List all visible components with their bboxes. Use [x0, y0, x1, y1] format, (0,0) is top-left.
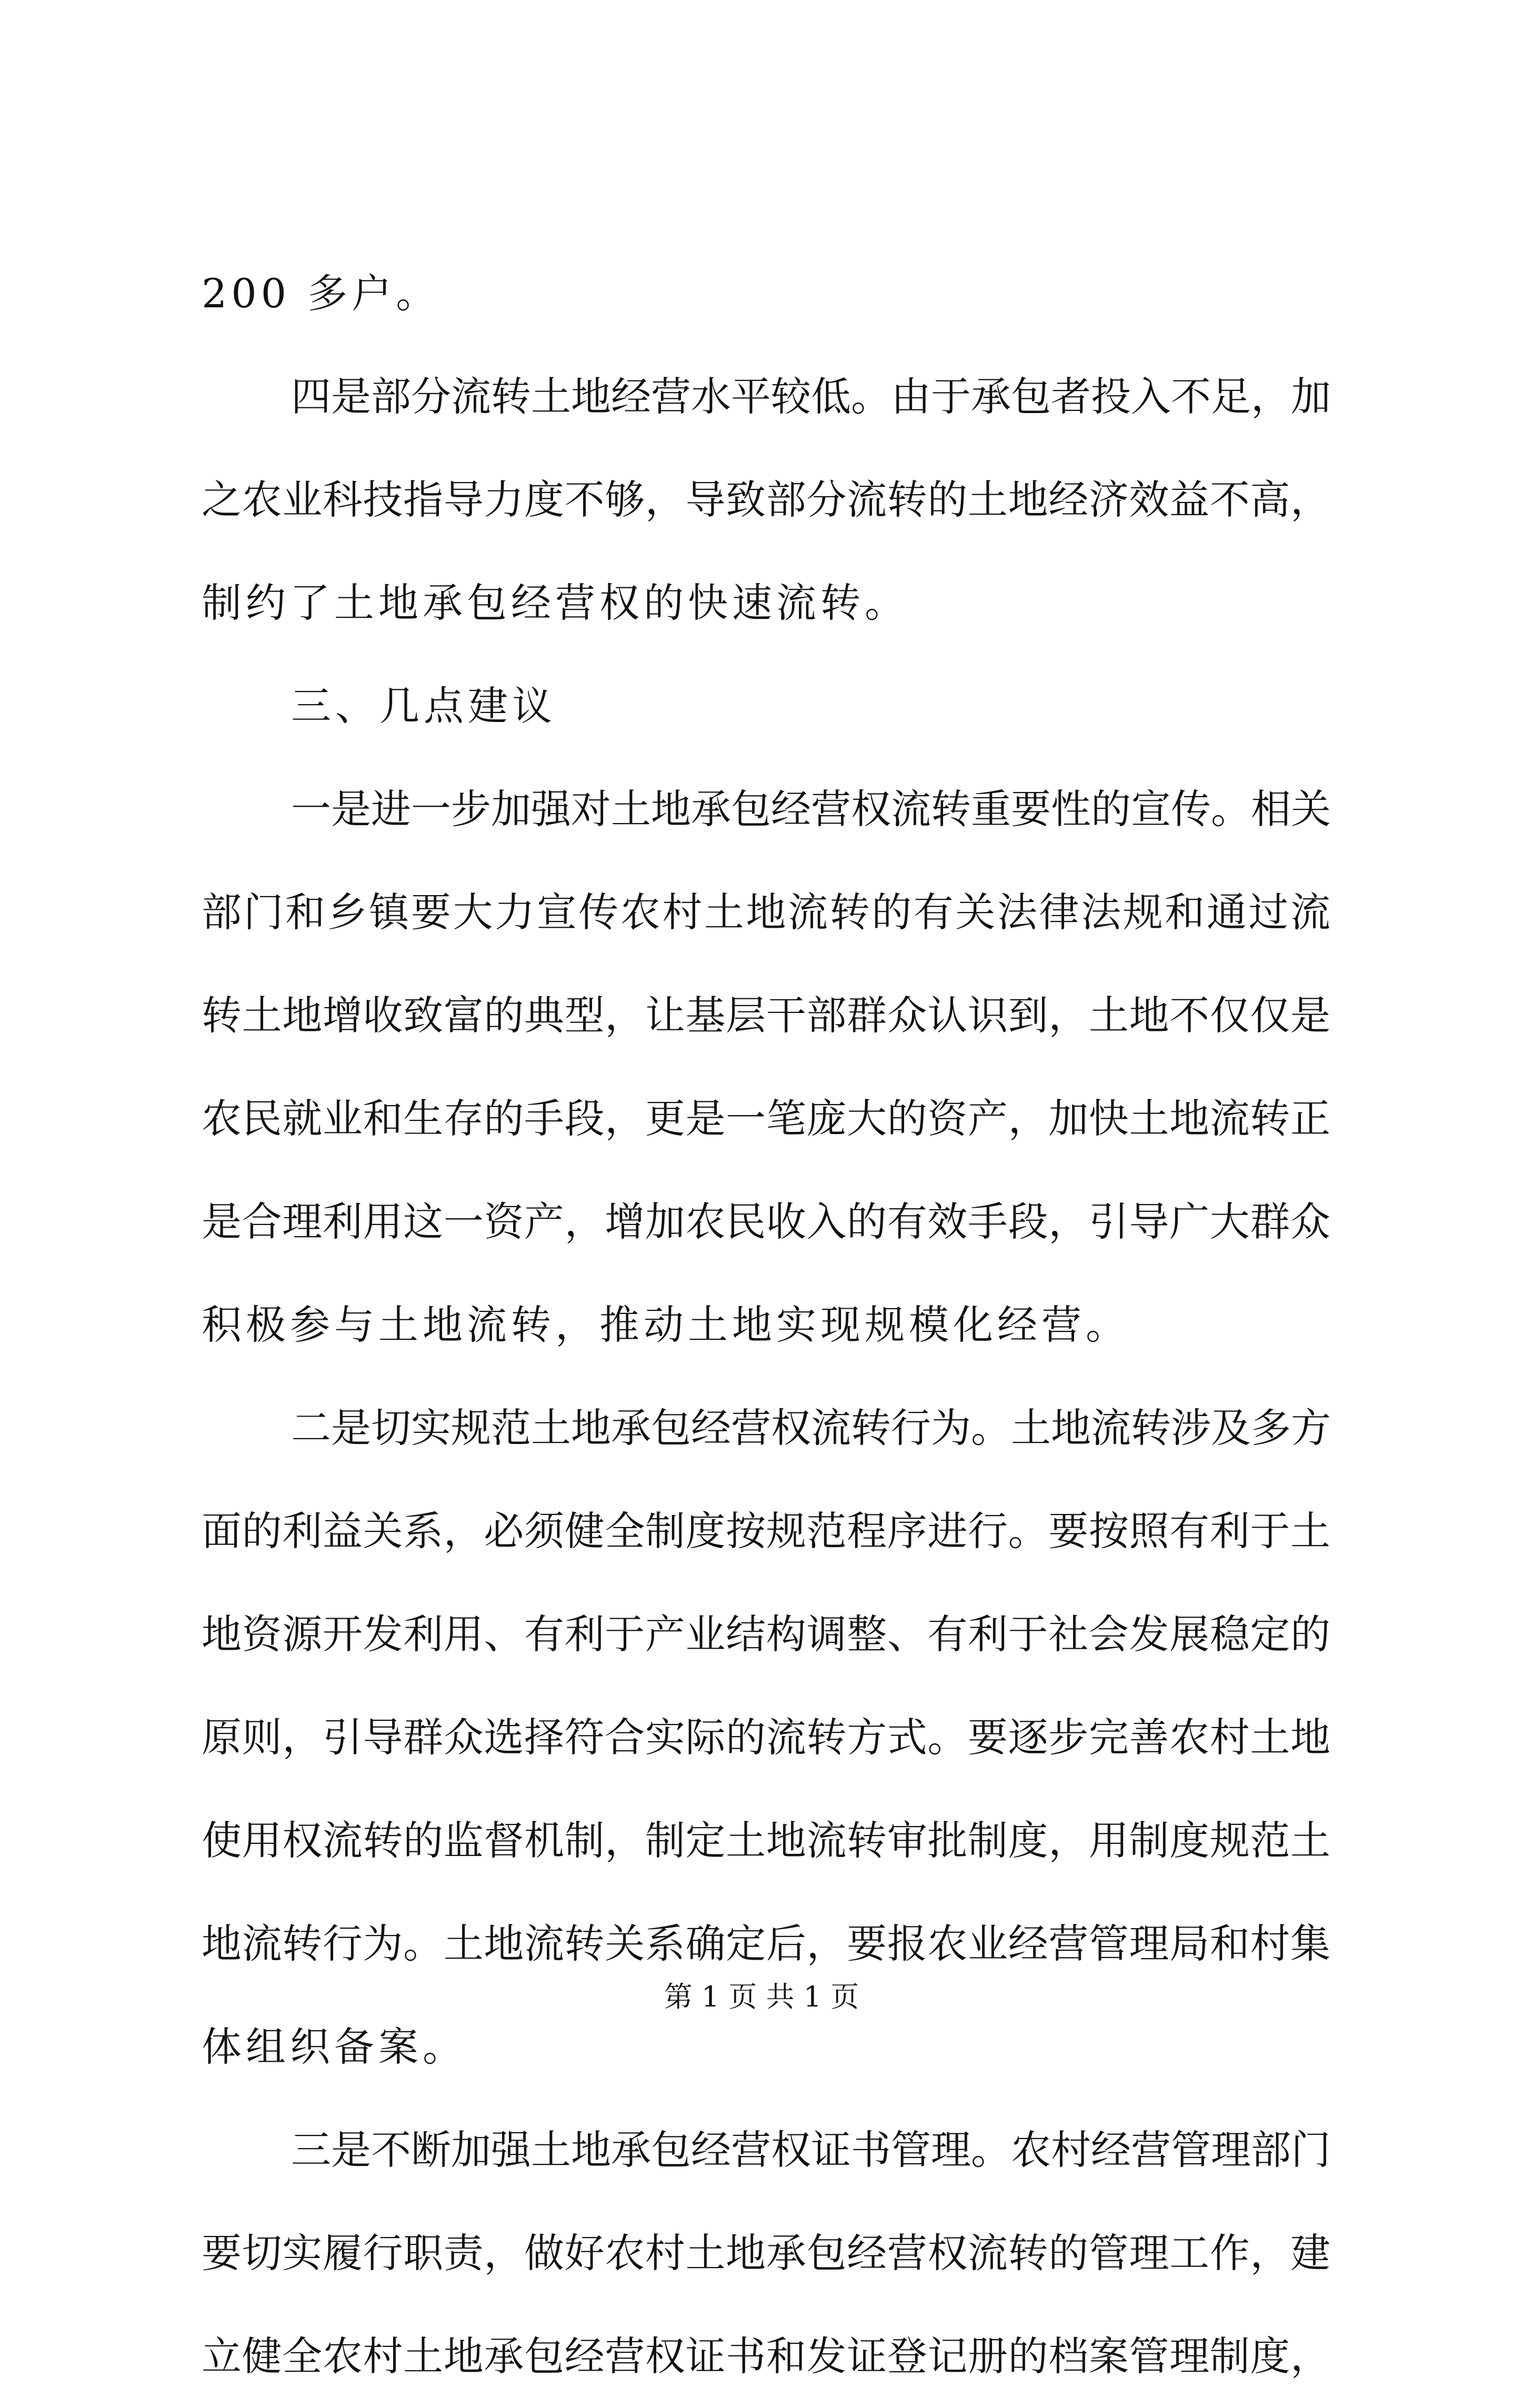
text-line: 农民就业和生存的手段，更是一笔庞大的资产，加快土地流转正 — [202, 1095, 1330, 1142]
text-line: 四是部分流转土地经营水平较低。由于承包者投入不足，加 — [291, 373, 1331, 420]
text-line: 部门和乡镇要大力宣传农村土地流转的有关法律法规和通过流 — [202, 889, 1330, 936]
text-line: 体组织备案。 — [202, 2023, 467, 2070]
page-number: 第 1 页 共 1 页 — [664, 1980, 859, 2013]
text-line: 制约了土地承包经营权的快速流转。 — [202, 579, 909, 626]
text-line: 200 多户。 — [202, 270, 440, 317]
text-line: 地流转行为。土地流转关系确定后，要报农业经营管理局和村集 — [202, 1920, 1330, 1967]
section-heading: 三、几点建议 — [291, 683, 556, 729]
text-line: 积极参与土地流转，推动土地实现规模化经营。 — [202, 1301, 1130, 1348]
text-line: 是合理利用这一资产，增加农民收入的有效手段，引导广大群众 — [202, 1198, 1330, 1245]
document-body — [202, 242, 1330, 2408]
text-line: 二是切实规范土地承包经营权流转行为。土地流转涉及多方 — [291, 1404, 1331, 1451]
page-footer — [0, 1976, 1523, 2018]
text-line: 要切实履行职责，做好农村土地承包经营权流转的管理工作，建 — [202, 2230, 1330, 2276]
text-line: 之农业科技指导力度不够，导致部分流转的土地经济效益不高， — [202, 476, 1330, 523]
text-line: 面的利益关系，必须健全制度按规范程序进行。要按照有利于土 — [202, 1508, 1330, 1554]
text-line: 原则，引导群众选择符合实际的流转方式。要逐步完善农村土地 — [202, 1714, 1330, 1761]
text-line: 立健全农村土地承包经营权证书和发证登记册的档案管理制度， — [202, 2333, 1330, 2380]
text-line: 转土地增收致富的典型，让基层干部群众认识到，土地不仅仅是 — [202, 992, 1330, 1039]
text-line: 使用权流转的监督机制，制定土地流转审批制度，用制度规范土 — [202, 1817, 1330, 1864]
text-line: 一是进一步加强对土地承包经营权流转重要性的宣传。相关 — [291, 786, 1331, 832]
text-line: 三是不断加强土地承包经营权证书管理。农村经营管理部门 — [291, 2126, 1331, 2173]
text-line: 地资源开发利用、有利于产业结构调整、有利于社会发展稳定的 — [202, 1611, 1330, 1658]
